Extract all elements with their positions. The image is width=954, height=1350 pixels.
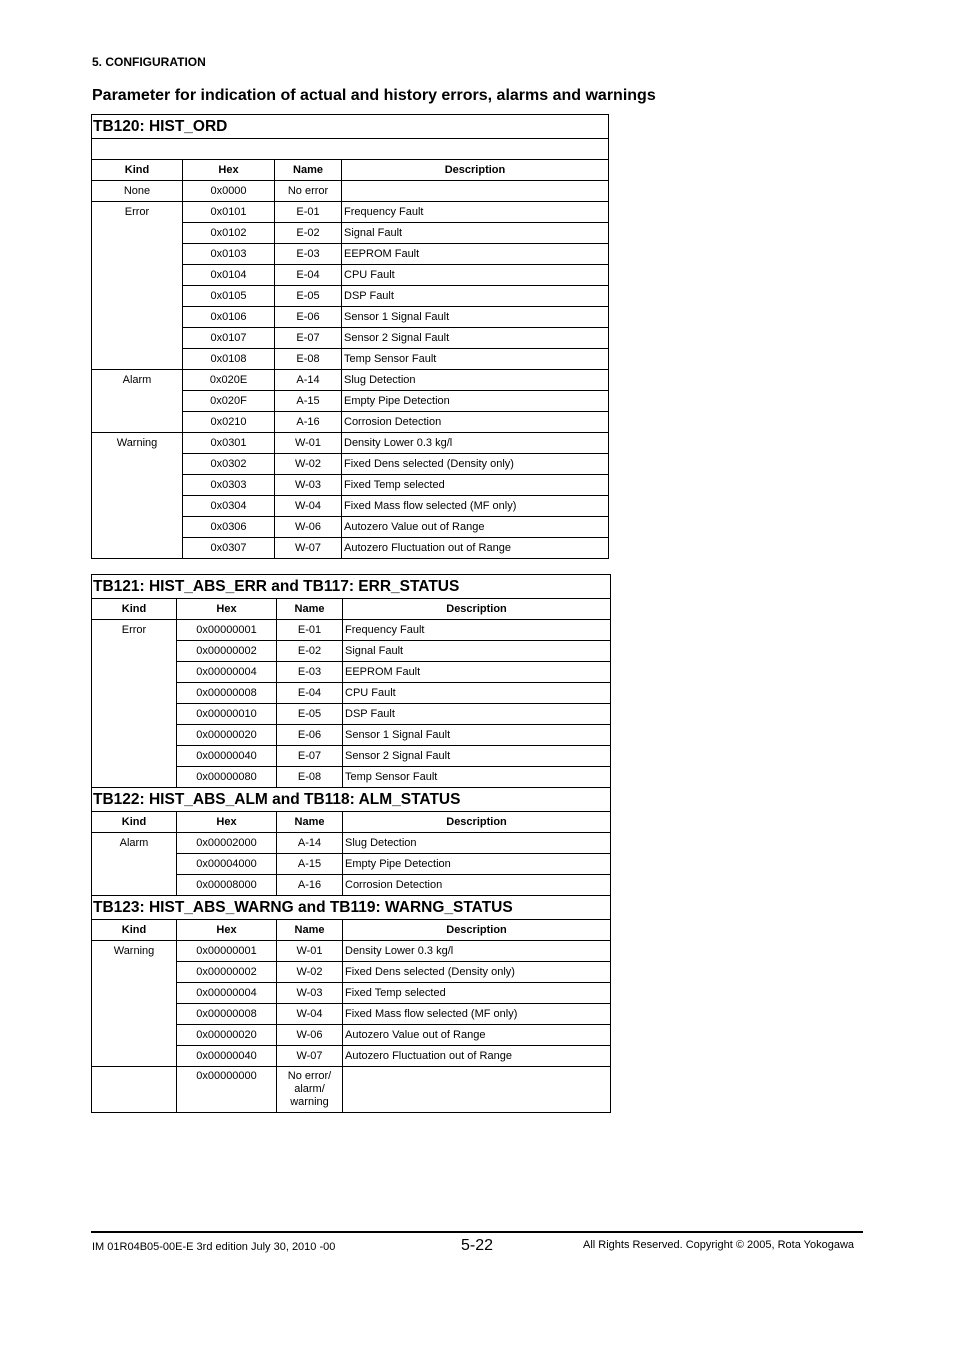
table-row: [92, 181, 609, 202]
name-cell: A-14: [275, 370, 342, 391]
description-cell: Autozero Value out of Range: [343, 1025, 611, 1046]
col-name: Name: [277, 599, 343, 620]
description-cell: Fixed Temp selected: [343, 983, 611, 1004]
description-cell: Fixed Mass flow selected (MF only): [342, 496, 609, 517]
name-cell: A-16: [275, 412, 342, 433]
hex-cell: 0x00000080: [177, 767, 277, 788]
description-cell: Density Lower 0.3 kg/l: [343, 941, 611, 962]
description-cell: Slug Detection: [342, 370, 609, 391]
description-cell: DSP Fault: [342, 286, 609, 307]
table-row: [92, 620, 611, 641]
kind-cell: [92, 1067, 177, 1113]
description-cell: Signal Fault: [343, 641, 611, 662]
tb122-title-row: [92, 788, 611, 812]
name-cell: E-05: [275, 286, 342, 307]
tb121-title: TB121: HIST_ABS_ERR and TB117: ERR_STATUS: [92, 575, 611, 599]
name-cell: W-01: [277, 941, 343, 962]
description-cell: Fixed Dens selected (Density only): [342, 454, 609, 475]
name-cell: E-06: [277, 725, 343, 746]
name-cell: W-07: [277, 1046, 343, 1067]
col-name: Name: [275, 160, 342, 181]
name-cell: W-02: [275, 454, 342, 475]
name-line: warning: [290, 1096, 329, 1108]
hex-cell: 0x00000004: [177, 983, 277, 1004]
tb121-title-row: [92, 575, 611, 599]
name-cell: E-03: [277, 662, 343, 683]
tb122-title: TB122: HIST_ABS_ALM and TB118: ALM_STATUS: [92, 788, 611, 812]
name-cell: E-08: [275, 349, 342, 370]
description-cell: Sensor 1 Signal Fault: [342, 307, 609, 328]
col-kind: Kind: [92, 599, 177, 620]
name-cell: E-01: [275, 202, 342, 223]
hex-cell: 0x00000004: [177, 662, 277, 683]
tb120-table: [91, 114, 609, 559]
footer-doc-id: IM 01R04B05-00E-E 3rd edition July 30, 2010 -00: [92, 1241, 336, 1253]
name-cell: W-01: [275, 433, 342, 454]
tb120-header-row: [92, 160, 609, 181]
description-cell: Fixed Dens selected (Density only): [343, 962, 611, 983]
col-description: Description: [343, 920, 611, 941]
col-description: Description: [343, 599, 611, 620]
hex-cell: 0x00000040: [177, 1046, 277, 1067]
hex-cell: 0x00002000: [177, 833, 277, 854]
name-cell: A-14: [277, 833, 343, 854]
hex-cell: 0x00000001: [177, 620, 277, 641]
tb121-header-row: [92, 599, 611, 620]
description-cell: Sensor 2 Signal Fault: [343, 746, 611, 767]
description-cell: Density Lower 0.3 kg/l: [342, 433, 609, 454]
hex-cell: 0x0301: [183, 433, 275, 454]
description-cell: CPU Fault: [343, 683, 611, 704]
kind-cell: Error: [92, 202, 183, 370]
name-cell: E-04: [275, 265, 342, 286]
description-cell: Corrosion Detection: [342, 412, 609, 433]
description-cell: Autozero Fluctuation out of Range: [343, 1046, 611, 1067]
tb121-tb123-table: [91, 574, 611, 1113]
description-cell: Fixed Temp selected: [342, 475, 609, 496]
hex-cell: 0x0105: [183, 286, 275, 307]
hex-cell: 0x00000040: [177, 746, 277, 767]
kind-cell: None: [92, 181, 183, 202]
description-cell: Autozero Value out of Range: [342, 517, 609, 538]
hex-cell: 0x00008000: [177, 875, 277, 896]
name-cell: E-02: [277, 641, 343, 662]
name-cell: E-06: [275, 307, 342, 328]
tb123-header-row: [92, 920, 611, 941]
description-cell: Corrosion Detection: [343, 875, 611, 896]
name-line: No error/: [287, 1070, 332, 1082]
hex-cell: 0x0107: [183, 328, 275, 349]
col-hex: Hex: [183, 160, 275, 181]
col-hex: Hex: [177, 812, 277, 833]
hex-cell: 0x00000000: [177, 1067, 277, 1113]
name-cell: E-01: [277, 620, 343, 641]
name-cell: A-15: [275, 391, 342, 412]
hex-cell: 0x0103: [183, 244, 275, 265]
name-cell: E-07: [275, 328, 342, 349]
hex-cell: 0x0307: [183, 538, 275, 559]
hex-cell: 0x00000008: [177, 683, 277, 704]
name-cell: W-02: [277, 962, 343, 983]
table-row: [92, 433, 609, 454]
name-cell: W-07: [275, 538, 342, 559]
tb120-spacer: [92, 139, 609, 160]
name-cell: No error: [275, 181, 342, 202]
description-cell: Slug Detection: [343, 833, 611, 854]
description-cell: DSP Fault: [343, 704, 611, 725]
hex-cell: 0x020E: [183, 370, 275, 391]
name-cell: A-15: [277, 854, 343, 875]
hex-cell: 0x00000002: [177, 641, 277, 662]
description-cell: Signal Fault: [342, 223, 609, 244]
description-cell: EEPROM Fault: [342, 244, 609, 265]
description-cell: Frequency Fault: [342, 202, 609, 223]
hex-cell: 0x00000001: [177, 941, 277, 962]
col-kind: Kind: [92, 160, 183, 181]
section-label: 5. CONFIGURATION: [92, 55, 206, 69]
col-kind: Kind: [92, 812, 177, 833]
hex-cell: 0x0104: [183, 265, 275, 286]
name-cell: [277, 1067, 343, 1113]
hex-cell: 0x00004000: [177, 854, 277, 875]
tb123-title: TB123: HIST_ABS_WARNG and TB119: WARNG_STATUS: [92, 896, 611, 920]
name-cell: E-08: [277, 767, 343, 788]
description-cell: Autozero Fluctuation out of Range: [342, 538, 609, 559]
kind-cell: Error: [92, 620, 177, 788]
col-description: Description: [343, 812, 611, 833]
description-cell: CPU Fault: [342, 265, 609, 286]
hex-cell: 0x0108: [183, 349, 275, 370]
description-cell: Empty Pipe Detection: [342, 391, 609, 412]
col-name: Name: [277, 920, 343, 941]
hex-cell: 0x0304: [183, 496, 275, 517]
name-cell: W-03: [275, 475, 342, 496]
name-cell: E-04: [277, 683, 343, 704]
tb120-title: TB120: HIST_ORD: [92, 115, 609, 139]
name-cell: A-16: [277, 875, 343, 896]
description-cell: [342, 181, 609, 202]
table-row: [92, 1067, 611, 1113]
name-cell: W-04: [275, 496, 342, 517]
description-cell: Empty Pipe Detection: [343, 854, 611, 875]
name-cell: E-02: [275, 223, 342, 244]
col-kind: Kind: [92, 920, 177, 941]
hex-cell: 0x00000020: [177, 1025, 277, 1046]
table-row: [92, 370, 609, 391]
description-cell: Fixed Mass flow selected (MF only): [343, 1004, 611, 1025]
table-row: [92, 833, 611, 854]
hex-cell: 0x00000020: [177, 725, 277, 746]
tb123-title-row: [92, 896, 611, 920]
page-heading: Parameter for indication of actual and history errors, alarms and warnings: [92, 87, 656, 104]
description-cell: [343, 1067, 611, 1113]
kind-cell: Warning: [92, 941, 177, 1067]
col-description: Description: [342, 160, 609, 181]
name-cell: W-03: [277, 983, 343, 1004]
name-cell: W-06: [275, 517, 342, 538]
hex-cell: 0x00000008: [177, 1004, 277, 1025]
hex-cell: 0x0101: [183, 202, 275, 223]
hex-cell: 0x0102: [183, 223, 275, 244]
description-cell: Temp Sensor Fault: [342, 349, 609, 370]
description-cell: Sensor 1 Signal Fault: [343, 725, 611, 746]
col-hex: Hex: [177, 599, 277, 620]
hex-cell: 0x0302: [183, 454, 275, 475]
hex-cell: 0x0000: [183, 181, 275, 202]
tb122-header-row: [92, 812, 611, 833]
hex-cell: 0x00000002: [177, 962, 277, 983]
table-row: [92, 202, 609, 223]
col-name: Name: [277, 812, 343, 833]
name-cell: E-05: [277, 704, 343, 725]
hex-cell: 0x0306: [183, 517, 275, 538]
hex-cell: 0x00000010: [177, 704, 277, 725]
name-line: alarm/: [294, 1083, 325, 1095]
description-cell: EEPROM Fault: [343, 662, 611, 683]
table-row: [92, 941, 611, 962]
description-cell: Temp Sensor Fault: [343, 767, 611, 788]
description-cell: Sensor 2 Signal Fault: [342, 328, 609, 349]
description-cell: Frequency Fault: [343, 620, 611, 641]
hex-cell: 0x020F: [183, 391, 275, 412]
hex-cell: 0x0303: [183, 475, 275, 496]
col-hex: Hex: [177, 920, 277, 941]
footer-rule: [91, 1231, 863, 1233]
name-cell: E-07: [277, 746, 343, 767]
hex-cell: 0x0210: [183, 412, 275, 433]
kind-cell: Warning: [92, 433, 183, 559]
name-cell: W-04: [277, 1004, 343, 1025]
name-cell: E-03: [275, 244, 342, 265]
kind-cell: Alarm: [92, 833, 177, 896]
kind-cell: Alarm: [92, 370, 183, 433]
footer-page-number: 5-22: [461, 1237, 494, 1254]
footer-copyright: All Rights Reserved. Copyright © 2005, Rota Yokogawa: [583, 1239, 855, 1251]
hex-cell: 0x0106: [183, 307, 275, 328]
name-cell: W-06: [277, 1025, 343, 1046]
